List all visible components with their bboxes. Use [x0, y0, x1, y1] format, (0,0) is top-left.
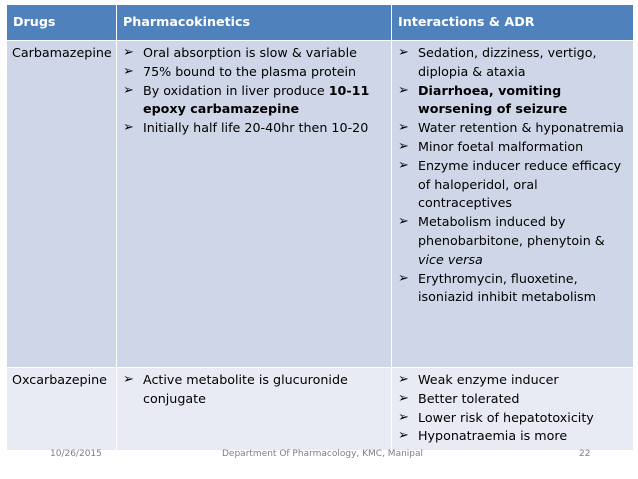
bullet-list	[397, 44, 628, 307]
header-pharmacokinetics: Pharmacokinetics	[117, 5, 392, 41]
footer-date: 10/26/2015	[50, 449, 102, 459]
drug-name-cell: Carbamazepine	[7, 41, 117, 368]
drug-name-cell: Oxcarbazepine	[7, 368, 117, 451]
list-item	[397, 213, 628, 269]
footer-department: Department Of Pharmacology, KMC, Manipal	[222, 449, 424, 459]
list-item-text: 75% bound to the plasma protein	[143, 63, 357, 79]
list-item	[122, 371, 386, 409]
bullet-list	[397, 371, 628, 446]
footer-page-number: 22	[579, 449, 591, 459]
list-item	[397, 390, 628, 409]
list-item	[397, 119, 628, 138]
pharmacokinetics-cell	[117, 368, 392, 451]
drug-comparison-table	[6, 4, 634, 451]
list-item	[397, 371, 628, 390]
list-item	[122, 82, 386, 120]
table-header-row	[7, 5, 634, 41]
list-item	[397, 82, 628, 120]
bullet-list	[122, 44, 386, 138]
header-interactions-adr: Interactions & ADR	[392, 5, 634, 41]
header-drugs: Drugs	[7, 5, 117, 41]
list-item	[122, 63, 386, 82]
list-item	[397, 270, 628, 308]
list-item	[397, 44, 628, 82]
list-item	[122, 44, 386, 63]
list-item-text: 10-11 epoxy carbamazepine	[143, 82, 370, 117]
list-item-text: Lower risk of hepatotoxicity	[418, 409, 594, 425]
list-item-text: Weak enzyme inducer	[418, 372, 559, 387]
bullet-list	[122, 371, 386, 409]
list-item	[397, 427, 628, 446]
list-item-text: Water retention & hyponatremia	[418, 120, 624, 136]
table-row	[7, 368, 634, 451]
list-item	[397, 138, 628, 157]
table-row	[7, 41, 634, 368]
list-item-text: Metabolism induced by phenobarbitone, phenytoin &	[418, 214, 605, 248]
list-item-text: Sedation, dizziness, vertigo, diplopia & ataxia	[418, 45, 597, 79]
list-item	[397, 157, 628, 213]
list-item-text: Better tolerated	[418, 390, 520, 406]
interactions-adr-cell	[392, 41, 634, 368]
pharmacokinetics-cell	[117, 41, 392, 368]
list-item-text: Erythromycin, fluoxetine, isoniazid inhibit metabolism	[418, 270, 596, 305]
list-item-text: vice versa	[418, 251, 483, 267]
list-item	[122, 119, 386, 138]
list-item-text: Diarrhoea, vomiting worsening of seizure	[418, 82, 568, 117]
list-item	[397, 409, 628, 428]
list-item-text: Oral absorption is slow & variable	[143, 45, 357, 60]
interactions-adr-cell	[392, 368, 634, 451]
list-item-text: Enzyme inducer reduce efficacy of haloperidol, oral contraceptives	[418, 157, 622, 211]
list-item-text: By oxidation in liver produce	[143, 82, 329, 98]
list-item-text: Hyponatraemia is more	[418, 428, 568, 444]
list-item-text: Initially half life 20-40hr then 10-20	[143, 120, 369, 136]
list-item-text: Active metabolite is glucuronide conjugate	[143, 372, 348, 406]
list-item-text: Minor foetal malformation	[418, 138, 584, 154]
